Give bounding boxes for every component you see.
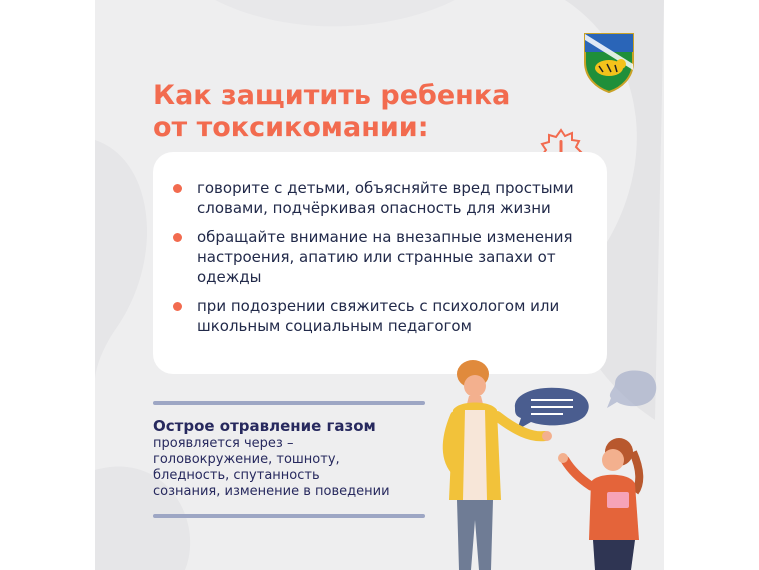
page-title: [153, 80, 573, 144]
tip-text: при подозрении свяжитесь с психологом или школьным социальным педагогом: [197, 297, 560, 335]
divider: [153, 401, 425, 405]
gas-poisoning-title: Острое отравление газом: [153, 417, 376, 435]
list-item: [173, 296, 593, 336]
title-line-1: Как защитить ребенка: [153, 80, 511, 111]
regional-coat-of-arms-icon: [581, 30, 637, 94]
tip-text: говорите с детьми, объясняйте вред простыми словами, подчёркивая опасность для жизни: [197, 179, 574, 217]
gas-line: проявляется через –: [153, 436, 294, 451]
child-figure: [558, 438, 639, 570]
list-item: [173, 178, 593, 218]
title-line-2: от токсикомании:: [153, 112, 429, 143]
speech-bubble-icon: [515, 371, 656, 431]
tips-card: [153, 152, 607, 374]
bullet-icon: [173, 302, 182, 311]
gas-line: головокружение, тошноту,: [153, 452, 340, 467]
gas-line: сознания, изменение в поведении: [153, 484, 390, 499]
tip-text: обращайте внимание на внезапные изменения настроения, апатию или странные запахи от одежды: [197, 228, 573, 286]
poster: [95, 0, 664, 570]
list-item: [173, 227, 593, 287]
gas-line: бледность, спутанность: [153, 468, 320, 483]
tips-list: [173, 178, 593, 345]
divider: [153, 514, 425, 518]
bullet-icon: [173, 184, 182, 193]
gas-poisoning-text: [153, 436, 453, 500]
bullet-icon: [173, 233, 182, 242]
parent-and-child-illustration: [435, 360, 664, 570]
